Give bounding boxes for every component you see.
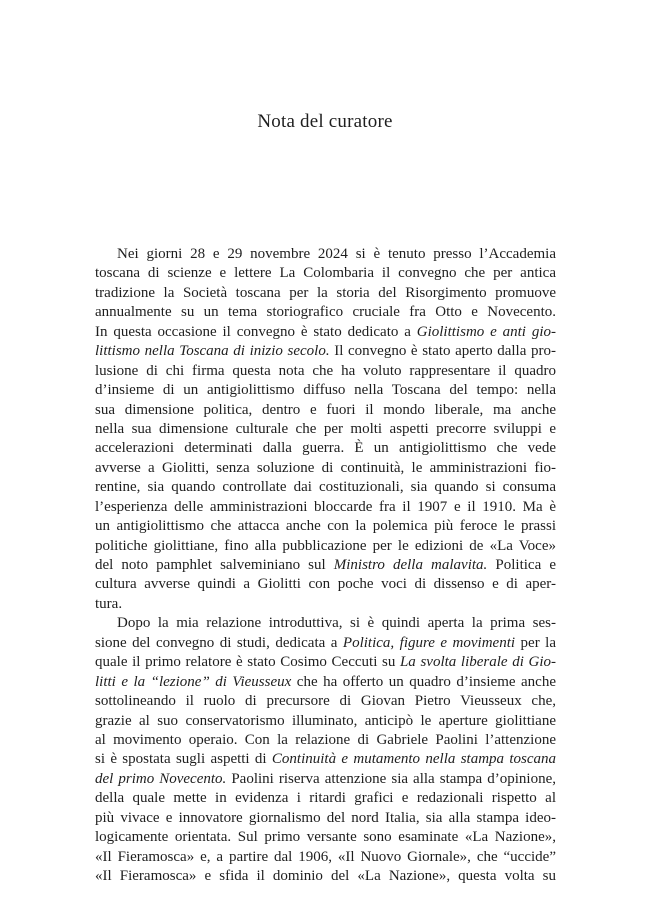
text-line: più vivace e innovatore giornalismo del nord Italia, sia alla stampa ideo- <box>95 809 556 826</box>
text-line <box>95 653 556 672</box>
text-line: toscana di scienze e lettere La Colombaria il convegno che per antica <box>95 265 556 282</box>
text-line <box>95 323 556 342</box>
text-span: Politica e <box>487 557 556 573</box>
text-line: l’esperienza delle amministrazioni bloccarde fra il 1907 e il 1910. Ma è <box>95 498 556 515</box>
text-line: d’insieme di un antigiolittismo diffuso nella Toscana del tempo: nella <box>95 382 556 399</box>
text-span: per la <box>515 634 556 651</box>
text-line: tradizione la Società toscana per la storia del Risorgimento promuove <box>95 284 556 301</box>
text-line: Dopo la mia relazione introduttiva, si è quindi aperta la prima ses- <box>117 615 556 632</box>
text-span: In questa occasione il convegno è stato dedicato a <box>95 323 417 340</box>
italic-span: Giolittismo e anti gio- <box>416 323 556 340</box>
text-line: un antigiolittismo che attacca anche con la polemica più feroce le prassi <box>95 518 556 535</box>
text-line: sua dimensione politica, dentro e fuori il mondo liberale, ma anche <box>95 401 556 418</box>
text-line: annualmente su un tema storiografico cruciale fra Otto e Novecento. <box>95 304 556 321</box>
text-line <box>95 673 556 692</box>
italic-span: Continuità e mutamento nella stampa toscana <box>271 751 557 768</box>
text-span: sione del convegno di studi, dedicata a <box>95 634 343 651</box>
italic-span: del primo Novecento. <box>95 770 227 787</box>
text-span: del noto pamphlet salveminiano sul <box>95 557 334 573</box>
text-line: al movimento operaio. Con la relazione di Gabriele Paolini l’attenzione <box>95 731 556 748</box>
text-line <box>95 556 556 575</box>
text-line: «Il Fieramosca» e sfida il dominio del «La Nazione», questa volta su <box>95 868 556 884</box>
body-text <box>95 245 556 886</box>
page-title: Nota del curatore <box>257 111 393 132</box>
italic-span: La svolta liberale di Gio- <box>399 654 556 671</box>
text-line: avverse a Giolitti, senza soluzione di continuità, le amministrazioni fio- <box>95 459 556 476</box>
text-line: logicamente orientata. Sul primo versante sono esaminate «La Nazione», <box>95 829 556 846</box>
text-span: Il convegno è stato aperto dalla pro- <box>329 343 556 360</box>
text-line: della quale mette in evidenza i ritardi grafici e redazionali rispetto al <box>95 790 556 807</box>
text-line: rentine, sia quando controllate dai costituzionali, sia quando si consuma <box>95 479 556 496</box>
text-line: nella sua dimensione culturale che per molti aspetti precorre sviluppi e <box>95 420 556 437</box>
italic-span: littismo nella Toscana di inizio secolo. <box>95 343 330 360</box>
text-line: «Il Fieramosca» e, a partire dal 1906, «Il Nuovo Giornale», che “uccide” <box>95 848 556 865</box>
text-line: lusione di chi firma questa nota che ha voluto rappresentare il quadro <box>95 362 556 379</box>
text-span: Paolini riserva attenzione sia alla stampa d’opinione, <box>226 770 556 787</box>
italic-span: Ministro della malavita. <box>333 557 488 573</box>
text-span: quale il primo relatore è stato Cosimo Ceccuti su <box>95 654 400 671</box>
text-line: grazie al suo conservatorismo illuminato, anticipò le aperture giolittiane <box>95 712 556 729</box>
italic-span: Politica, figure e movimenti <box>342 634 516 651</box>
text-line: Nei giorni 28 e 29 novembre 2024 si è tenuto presso l’Accademia <box>117 246 556 262</box>
text-line: politiche giolittiane, fino alla pubblicazione per le edizioni de «La Voce» <box>95 537 556 554</box>
text-line <box>95 770 556 789</box>
text-span: si è spostata sugli aspetti di <box>95 751 272 768</box>
italic-span: litti e la “lezione” di Vieusseux <box>95 673 292 690</box>
text-line: cultura avverse quindi a Giolitti con poche voci di dissenso e di aper- <box>95 576 556 593</box>
text-span: che ha offerto un quadro d’insieme anche <box>291 673 556 690</box>
text-line: sottolineando il ruolo di precursore di Giovan Pietro Vieusseux che, <box>95 693 556 710</box>
text-line <box>95 342 556 361</box>
text-line: tura. <box>95 595 123 612</box>
text-line <box>95 634 556 653</box>
text-line: accelerazioni determinati dalla guerra. È un antigiolittismo che vede <box>95 440 556 457</box>
text-line <box>95 750 556 769</box>
